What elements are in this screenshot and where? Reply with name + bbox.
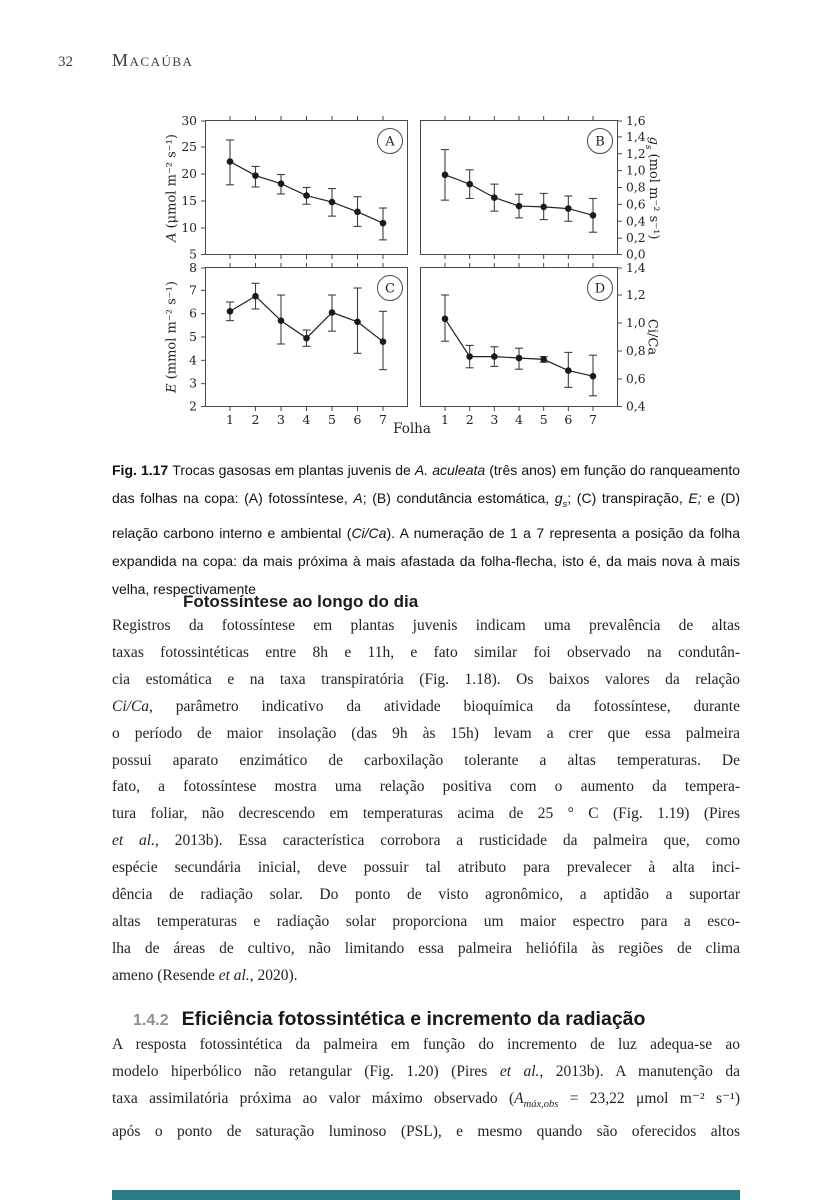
section-number: 1.4.2 (133, 1012, 169, 1029)
svg-text:D: D (594, 281, 606, 297)
page-number: 32 (58, 54, 73, 70)
svg-text:3: 3 (189, 376, 197, 391)
chart-panel-b (420, 114, 646, 262)
svg-text:10: 10 (181, 221, 197, 235)
svg-text:C: C (385, 281, 395, 297)
svg-text:1,0: 1,0 (626, 163, 646, 178)
y-axis-label-a: A (μmol m⁻² s⁻¹) (164, 133, 180, 242)
svg-text:A: A (385, 134, 395, 150)
svg-text:15: 15 (181, 194, 197, 208)
svg-text:2: 2 (189, 399, 197, 414)
svg-text:0,2: 0,2 (626, 231, 646, 246)
paragraph-2: A resposta fotossintética da palmeira em função do incremento de luz adequa-se ao modelo hiperbólico não retangular (Fig. 1.20) (Pires et al., 2013b). A manutenção da taxa assimilatória próxima ao valor máximo observado ($A_{máx,obs} = 23,22$ μmol m⁻² s⁻¹) após o ponto de saturação luminoso (PSL), e mesmo quando são oferecidos altos (112, 1036, 740, 1141)
svg-text:1: 1 (441, 412, 449, 427)
svg-text:20: 20 (181, 167, 197, 181)
svg-text:5: 5 (539, 412, 548, 427)
svg-text:2: 2 (465, 412, 474, 427)
svg-text:4: 4 (302, 412, 311, 427)
svg-text:25: 25 (181, 140, 197, 154)
svg-text:3: 3 (277, 412, 285, 427)
svg-text:0,0: 0,0 (626, 247, 646, 262)
y-axis-label-d: Ci/Ca (644, 318, 660, 356)
svg-text:7: 7 (379, 412, 387, 427)
chart-panel-d (420, 261, 646, 427)
svg-text:6: 6 (353, 412, 362, 427)
svg-text:0,8: 0,8 (626, 344, 646, 358)
svg-text:1,2: 1,2 (626, 288, 646, 302)
svg-text:6: 6 (564, 412, 573, 427)
y-axis-label-b: $g_s$ (mol m⁻² s⁻¹) (643, 136, 661, 239)
bottom-band (112, 1190, 740, 1200)
svg-text:5: 5 (189, 247, 197, 262)
svg-text:1,4: 1,4 (626, 261, 646, 275)
svg-text:1,4: 1,4 (626, 129, 646, 144)
svg-text:0,4: 0,4 (626, 399, 646, 414)
svg-text:4: 4 (515, 412, 523, 427)
section-heading-1-4-2 (133, 1008, 645, 1031)
svg-text:1,0: 1,0 (626, 316, 646, 330)
svg-text:7: 7 (189, 283, 197, 298)
svg-text:B: B (595, 134, 605, 150)
paragraph-1: Registros da fotossíntese em plantas juvenis indicam uma prevalência de altas taxas fotossintéticas entre 8h e 11h, e fato similar foi observado na condutân- cia estomática e na taxa transpiratória (Fig. 1.18). Os baixos valores da relação Ci/Ca, parâmetro indicativo da atividade bioquímica da fotossíntese, durante o período de maior insolação (das 9h às 15h) levam a crer que essa palmeira possui aparato enzimático de carboxilação tolerante a altas temperaturas. De fato, a fotossíntese mostra uma relação positiva com o aumento da tempera- tura foliar, não decrescendo em temperaturas acima de 25 ° C (Fig. 1.19) (Pires et al., 2013b). Essa característica corrobora a rusticidade da palmeira que, como espécie secundária inicial, deve possuir tal atributo para prevalecer à alta inci- dência de radiação solar. Do ponto de visto agronômico, a aptidão a suportar altas temperaturas e radiação solar proporciona um maior espectro para a esco- lha de áreas de cultivo, não limitando essa palmeira heliófila às regiões de clima ameno (Resende et al., 2020). (112, 617, 740, 984)
svg-text:8: 8 (189, 261, 197, 275)
svg-text:0,6: 0,6 (626, 197, 646, 212)
svg-text:1,6: 1,6 (626, 114, 646, 128)
x-axis-label: Folha (393, 421, 431, 437)
svg-text:30: 30 (181, 114, 197, 128)
svg-text:2: 2 (251, 412, 260, 427)
y-axis-label-c: E (mmol m⁻² s⁻¹) (164, 281, 180, 393)
svg-text:5: 5 (328, 412, 336, 427)
svg-text:0,4: 0,4 (626, 214, 646, 229)
figure-caption: Fig. 1.17 Trocas gasosas em plantas juvenis de A. aculeata (três anos) em função do ranqueamento das folhas na copa: (A) fotossíntese, A; (B) condutância estomática, $g_s$; (C) transpiração, E; e (D) relação carbono interno e ambiental (Ci/Ca). A numeração de 1 a 7 representa a posição da folha expandida na copa: da mais próxima à mais afastada da folha-flecha, isto é, da mais nova à mais velha, respectivamente (112, 462, 741, 597)
svg-text:4: 4 (189, 353, 197, 368)
running-title: Macaúba (112, 50, 194, 70)
svg-text:5: 5 (189, 330, 197, 344)
svg-text:7: 7 (589, 412, 597, 427)
chart-panel-a (181, 114, 408, 262)
svg-text:6: 6 (189, 306, 197, 321)
section-title: Eficiência fotossintética e incremento da radiação (181, 1008, 646, 1030)
svg-text:0,8: 0,8 (626, 180, 646, 195)
subheading-fotossintese: Fotossíntese ao longo do dia (183, 592, 419, 611)
svg-text:0,6: 0,6 (626, 372, 646, 386)
svg-text:1,2: 1,2 (626, 146, 646, 161)
svg-text:3: 3 (490, 412, 499, 427)
chart-panel-c (189, 261, 408, 427)
svg-text:1: 1 (226, 412, 234, 427)
